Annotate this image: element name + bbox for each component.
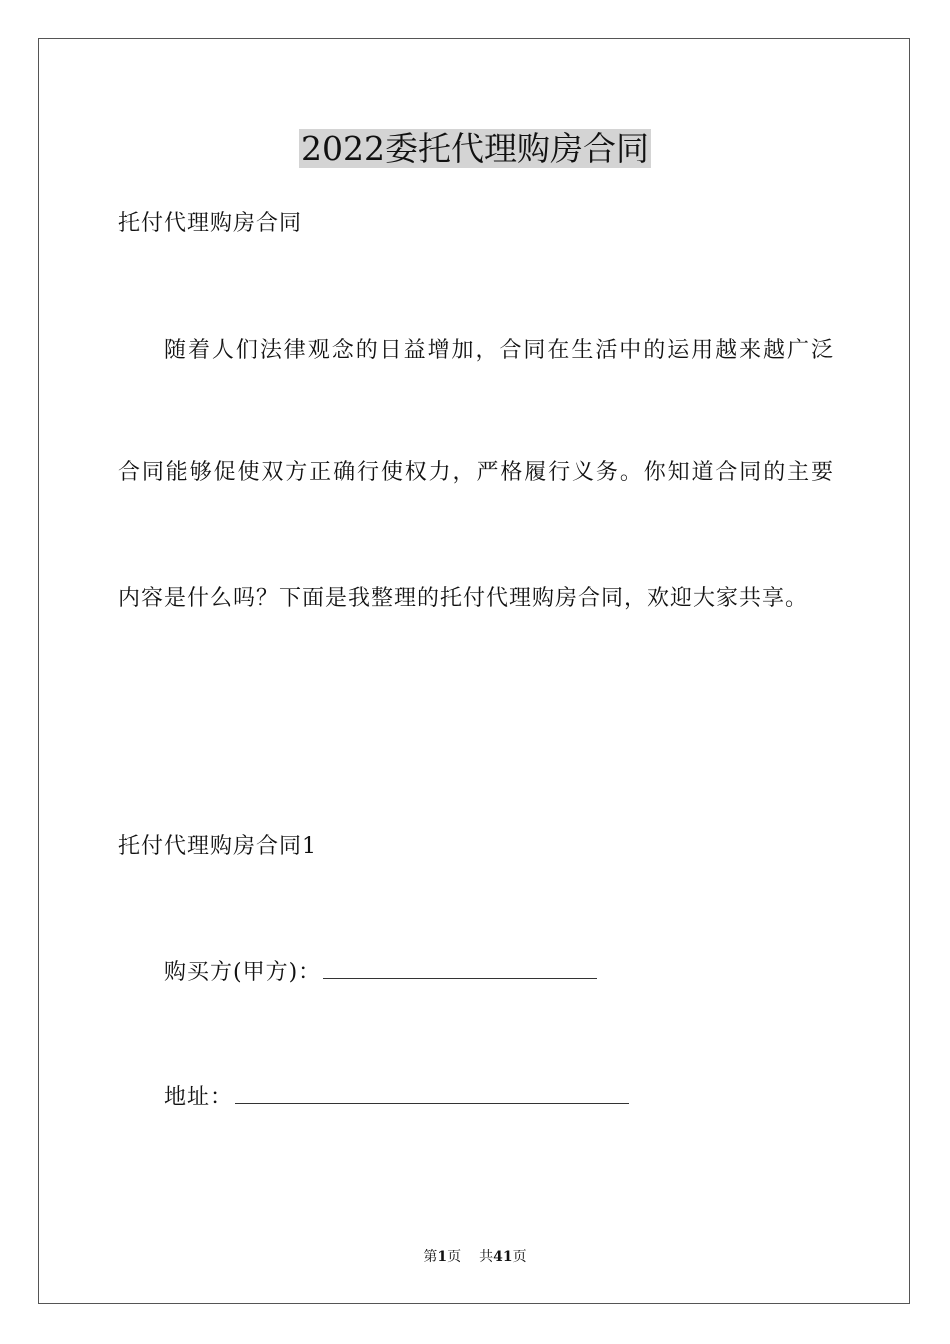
- buyer-blank-line: [323, 956, 597, 979]
- intro-paragraph-line-3: 内容是什么吗？下面是我整理的托付代理购房合同，欢迎大家共享。: [118, 586, 809, 611]
- page-suffix: 页: [447, 1249, 462, 1265]
- document-title: [0, 124, 950, 174]
- address-blank-line: [235, 1081, 629, 1104]
- address-label: 地址：: [164, 1085, 234, 1110]
- document-subtitle: 托付代理购房合同: [118, 211, 303, 236]
- document-title-text: 2022委托代理购房合同: [301, 129, 649, 168]
- section-heading: 托付代理购房合同1: [118, 834, 317, 859]
- page-number: 1: [437, 1249, 448, 1265]
- total-suffix: 页: [512, 1249, 527, 1265]
- total-prefix: 共: [479, 1249, 494, 1265]
- address-field: [164, 1081, 629, 1113]
- page-prefix: 第: [423, 1249, 438, 1265]
- buyer-field: [164, 956, 597, 988]
- intro-paragraph-line-2: 合同能够促使双方正确行使权力，严格履行义务。你知道合同的主要: [118, 460, 834, 485]
- intro-paragraph-line-1: 随着人们法律观念的日益增加，合同在生活中的运用越来越广泛: [164, 338, 834, 363]
- total-pages: 41: [493, 1249, 513, 1265]
- buyer-label: 购买方(甲方)：: [164, 960, 322, 985]
- page-footer: [0, 1247, 950, 1267]
